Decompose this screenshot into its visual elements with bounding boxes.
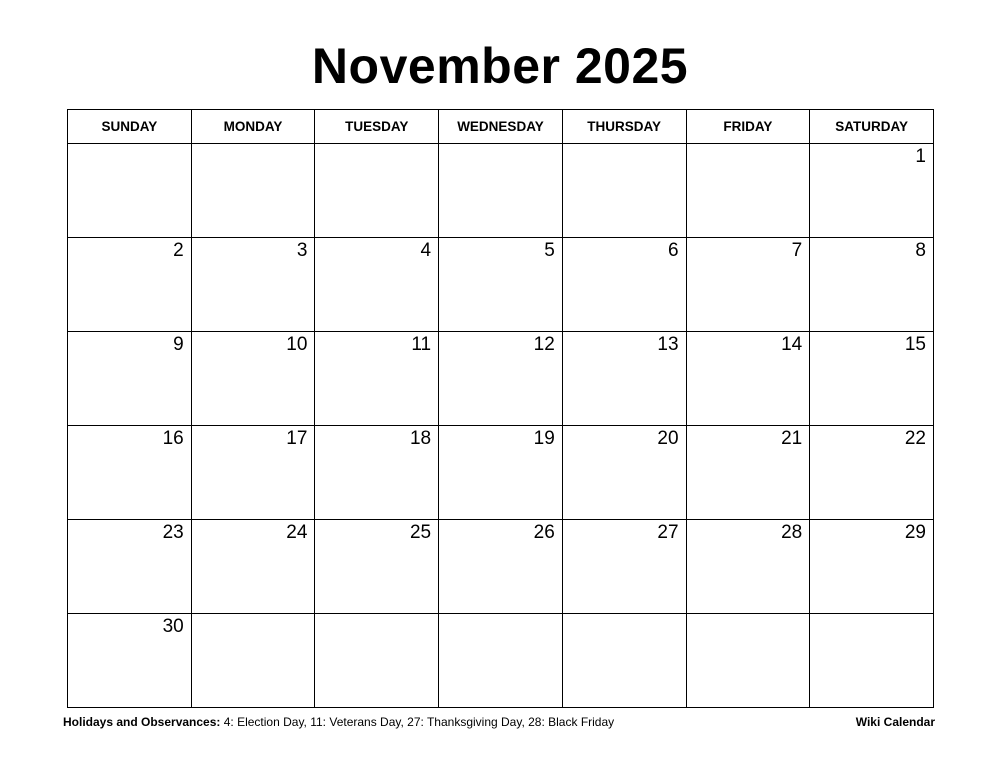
day-number xyxy=(563,614,686,616)
day-number: 5 xyxy=(544,240,555,261)
day-cell xyxy=(315,614,439,708)
day-number: 25 xyxy=(409,522,432,543)
day-cell xyxy=(439,426,563,520)
day-cell xyxy=(68,332,192,426)
weekday-header: SUNDAY xyxy=(68,110,192,144)
day-cell xyxy=(191,144,315,238)
day-number: 14 xyxy=(781,334,803,355)
day-number xyxy=(315,614,438,616)
day-cell xyxy=(686,238,810,332)
day-cell xyxy=(439,144,563,238)
day-number: 23 xyxy=(162,522,184,543)
weekday-header: MONDAY xyxy=(191,110,315,144)
holidays-note xyxy=(63,714,614,730)
day-cell xyxy=(191,238,315,332)
day-cell xyxy=(686,614,810,708)
day-cell xyxy=(562,614,686,708)
day-cell xyxy=(686,520,810,614)
source-credit: Wiki Calendar xyxy=(855,715,935,729)
weekday-header: FRIDAY xyxy=(686,110,810,144)
day-cell xyxy=(315,144,439,238)
day-cell xyxy=(562,520,686,614)
day-cell xyxy=(191,332,315,426)
day-number: 29 xyxy=(904,522,926,543)
weekday-header: TUESDAY xyxy=(315,110,439,144)
day-number xyxy=(315,144,438,146)
day-number: 17 xyxy=(286,428,308,449)
day-cell xyxy=(68,614,192,708)
day-number: 6 xyxy=(667,240,679,261)
week-row xyxy=(68,520,934,614)
week-row xyxy=(68,238,934,332)
weekday-header: SATURDAY xyxy=(810,110,934,144)
day-number: 26 xyxy=(533,522,555,543)
day-number: 22 xyxy=(904,428,926,449)
day-cell xyxy=(810,238,934,332)
day-number: 30 xyxy=(162,616,184,637)
day-cell xyxy=(439,520,563,614)
day-number: 8 xyxy=(915,240,926,261)
day-cell xyxy=(562,144,686,238)
day-number: 24 xyxy=(286,522,308,543)
day-number xyxy=(563,144,686,146)
day-number xyxy=(687,144,810,146)
day-cell xyxy=(68,426,192,520)
day-number: 19 xyxy=(533,428,555,449)
day-cell xyxy=(810,332,934,426)
day-cell xyxy=(810,520,934,614)
day-cell xyxy=(439,332,563,426)
day-cell xyxy=(810,614,934,708)
holidays-label: Holidays and Observances: xyxy=(63,715,221,729)
day-number: 11 xyxy=(411,334,432,355)
day-cell xyxy=(315,520,439,614)
calendar-grid xyxy=(67,109,934,708)
day-cell xyxy=(191,520,315,614)
day-number: 4 xyxy=(420,240,432,261)
day-cell xyxy=(68,520,192,614)
day-number: 20 xyxy=(657,428,679,449)
day-number: 1 xyxy=(915,146,926,167)
day-number xyxy=(192,144,315,146)
day-number xyxy=(810,614,933,616)
day-number xyxy=(68,144,191,146)
day-number xyxy=(687,614,810,616)
day-number: 28 xyxy=(781,522,803,543)
day-cell xyxy=(68,144,192,238)
day-number: 13 xyxy=(657,334,679,355)
day-cell xyxy=(191,426,315,520)
day-cell xyxy=(562,332,686,426)
day-number: 12 xyxy=(533,334,555,355)
weekday-header-row xyxy=(68,110,934,144)
day-cell xyxy=(686,144,810,238)
day-number: 27 xyxy=(657,522,679,543)
day-cell xyxy=(315,238,439,332)
day-number xyxy=(192,614,315,616)
day-number xyxy=(439,144,562,146)
day-cell xyxy=(810,144,934,238)
week-row xyxy=(68,144,934,238)
day-number xyxy=(439,614,562,616)
day-number: 21 xyxy=(781,428,803,449)
week-row xyxy=(68,426,934,520)
day-number: 15 xyxy=(904,334,926,355)
day-number: 16 xyxy=(162,428,184,449)
week-row xyxy=(68,614,934,708)
weekday-header: THURSDAY xyxy=(562,110,686,144)
day-number: 10 xyxy=(286,334,308,355)
day-cell xyxy=(191,614,315,708)
week-row xyxy=(68,332,934,426)
calendar-title: November 2025 xyxy=(311,38,689,94)
day-number: 9 xyxy=(173,334,184,355)
day-cell xyxy=(315,426,439,520)
day-cell xyxy=(686,332,810,426)
holidays-text: 4: Election Day, 11: Veterans Day, 27: Thanksgiving Day, 28: Black Friday xyxy=(220,715,615,729)
day-number: 2 xyxy=(173,240,184,261)
day-number: 3 xyxy=(296,240,308,261)
day-cell xyxy=(68,238,192,332)
day-cell xyxy=(686,426,810,520)
day-cell xyxy=(315,332,439,426)
day-number: 7 xyxy=(791,240,803,261)
day-cell xyxy=(439,614,563,708)
day-cell xyxy=(810,426,934,520)
day-cell xyxy=(562,426,686,520)
weekday-header: WEDNESDAY xyxy=(439,110,563,144)
day-cell xyxy=(439,238,563,332)
day-cell xyxy=(562,238,686,332)
day-number: 18 xyxy=(409,428,432,449)
